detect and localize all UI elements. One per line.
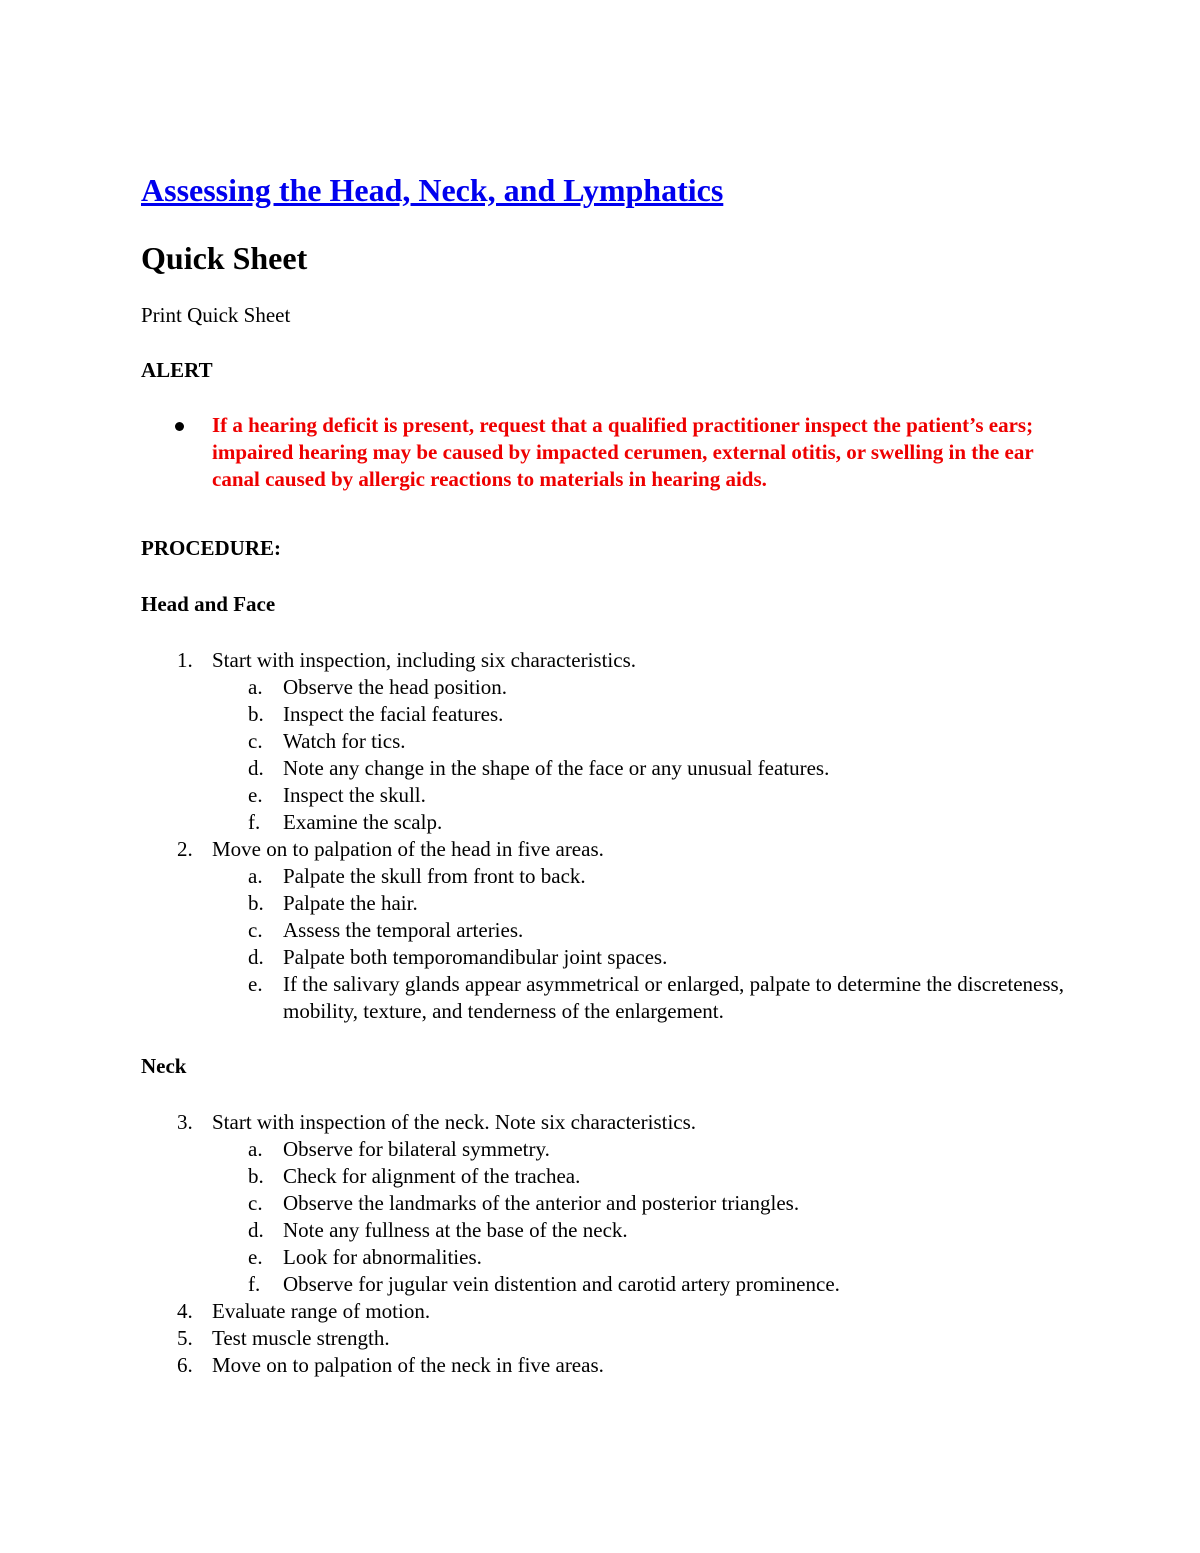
sub-step-item [212, 917, 1071, 944]
alert-item-text: If a hearing deficit is present, request that a qualified practitioner inspect the patient’s ears; impaired hearing may be caused by impacted cerumen, external otitis, or swelling in the ear canal caused by allergic reactions to materials in hearing aids. [212, 413, 1034, 491]
sub-step-text: Note any fullness at the base of the neck. [283, 1218, 628, 1242]
step-item [141, 647, 1071, 836]
sub-step-letter: b. [248, 702, 264, 726]
sub-step-letter: a. [248, 675, 263, 699]
sub-step-text: If the salivary glands appear asymmetrical or enlarged, palpate to determine the discreteness, mobility, texture, and tenderness of the enlargement. [283, 972, 1064, 1023]
step-item [141, 836, 1071, 1025]
sub-step-text: Observe the landmarks of the anterior and posterior triangles. [283, 1191, 800, 1215]
step-number: 5. [177, 1326, 193, 1350]
sub-steps-list [212, 674, 1071, 836]
sub-step-item [212, 1217, 1071, 1244]
document-page [141, 168, 1071, 1379]
step-text: Move on to palpation of the head in five areas. [212, 837, 604, 861]
sub-step-letter: a. [248, 1137, 263, 1161]
sub-step-item [212, 890, 1071, 917]
section-heading-neck: Neck [141, 1054, 187, 1078]
sub-step-letter: c. [248, 918, 263, 942]
sub-step-letter: d. [248, 756, 264, 780]
sub-step-text: Observe the head position. [283, 675, 507, 699]
sub-step-text: Check for alignment of the trachea. [283, 1164, 581, 1188]
sub-step-letter: f. [248, 1272, 261, 1296]
step-item [141, 1325, 1071, 1352]
procedure-heading: PROCEDURE: [141, 536, 281, 560]
sub-step-item [212, 971, 1071, 1025]
steps-list-head-and-face [141, 647, 1071, 1025]
sub-step-item [212, 1190, 1071, 1217]
sub-step-text: Look for abnormalities. [283, 1245, 482, 1269]
sub-steps-list [212, 863, 1071, 1025]
sub-step-text: Observe for bilateral symmetry. [283, 1137, 550, 1161]
sub-step-letter: d. [248, 945, 264, 969]
sub-step-item [212, 944, 1071, 971]
sub-step-letter: e. [248, 1245, 263, 1269]
sub-step-item [212, 1271, 1071, 1298]
sub-step-letter: c. [248, 729, 263, 753]
step-text: Start with inspection of the neck. Note six characteristics. [212, 1110, 697, 1134]
sub-step-text: Palpate the hair. [283, 891, 418, 915]
step-number: 4. [177, 1299, 193, 1323]
step-item [141, 1352, 1071, 1379]
sub-step-item [212, 1244, 1071, 1271]
sub-step-item [212, 1163, 1071, 1190]
sub-step-text: Watch for tics. [283, 729, 406, 753]
sub-step-item [212, 809, 1071, 836]
document-title-link[interactable]: Assessing the Head, Neck, and Lymphatics [141, 172, 724, 208]
step-text: Start with inspection, including six characteristics. [212, 648, 636, 672]
step-text: Move on to palpation of the neck in five areas. [212, 1353, 604, 1377]
sub-step-letter: e. [248, 783, 263, 807]
step-number: 1. [177, 648, 193, 672]
sub-step-text: Palpate both temporomandibular joint spaces. [283, 945, 668, 969]
sub-step-text: Inspect the skull. [283, 783, 426, 807]
sub-step-item [212, 863, 1071, 890]
alert-item [141, 412, 1071, 493]
steps-list-neck [141, 1109, 1071, 1379]
step-number: 3. [177, 1110, 193, 1134]
sub-step-text: Assess the temporal arteries. [283, 918, 524, 942]
quick-sheet-heading: Quick Sheet [141, 240, 308, 276]
sub-step-letter: e. [248, 972, 263, 996]
sub-step-letter: b. [248, 891, 264, 915]
sub-step-text: Palpate the skull from front to back. [283, 864, 586, 888]
sub-step-text: Observe for jugular vein distention and carotid artery prominence. [283, 1272, 840, 1296]
alert-heading: ALERT [141, 358, 213, 382]
step-number: 6. [177, 1353, 193, 1377]
sub-step-letter: d. [248, 1218, 264, 1242]
step-item [141, 1298, 1071, 1325]
sub-step-letter: b. [248, 1164, 264, 1188]
sub-step-text: Inspect the facial features. [283, 702, 504, 726]
sub-step-item [212, 755, 1071, 782]
step-item [141, 1109, 1071, 1298]
sub-steps-list [212, 1136, 1071, 1298]
sub-step-text: Note any change in the shape of the face or any unusual features. [283, 756, 830, 780]
alert-list [141, 412, 1071, 493]
step-text: Evaluate range of motion. [212, 1299, 431, 1323]
step-number: 2. [177, 837, 193, 861]
sub-step-item [212, 674, 1071, 701]
bullet-icon [175, 422, 184, 431]
sub-step-item [212, 728, 1071, 755]
sub-step-letter: c. [248, 1191, 263, 1215]
step-text: Test muscle strength. [212, 1326, 390, 1350]
sub-step-item [212, 1136, 1071, 1163]
sub-step-item [212, 782, 1071, 809]
sub-step-item [212, 701, 1071, 728]
section-heading-head-and-face: Head and Face [141, 592, 276, 616]
sub-step-letter: f. [248, 810, 261, 834]
sub-step-letter: a. [248, 864, 263, 888]
print-quick-sheet-link[interactable]: Print Quick Sheet [141, 303, 291, 327]
sub-step-text: Examine the scalp. [283, 810, 443, 834]
